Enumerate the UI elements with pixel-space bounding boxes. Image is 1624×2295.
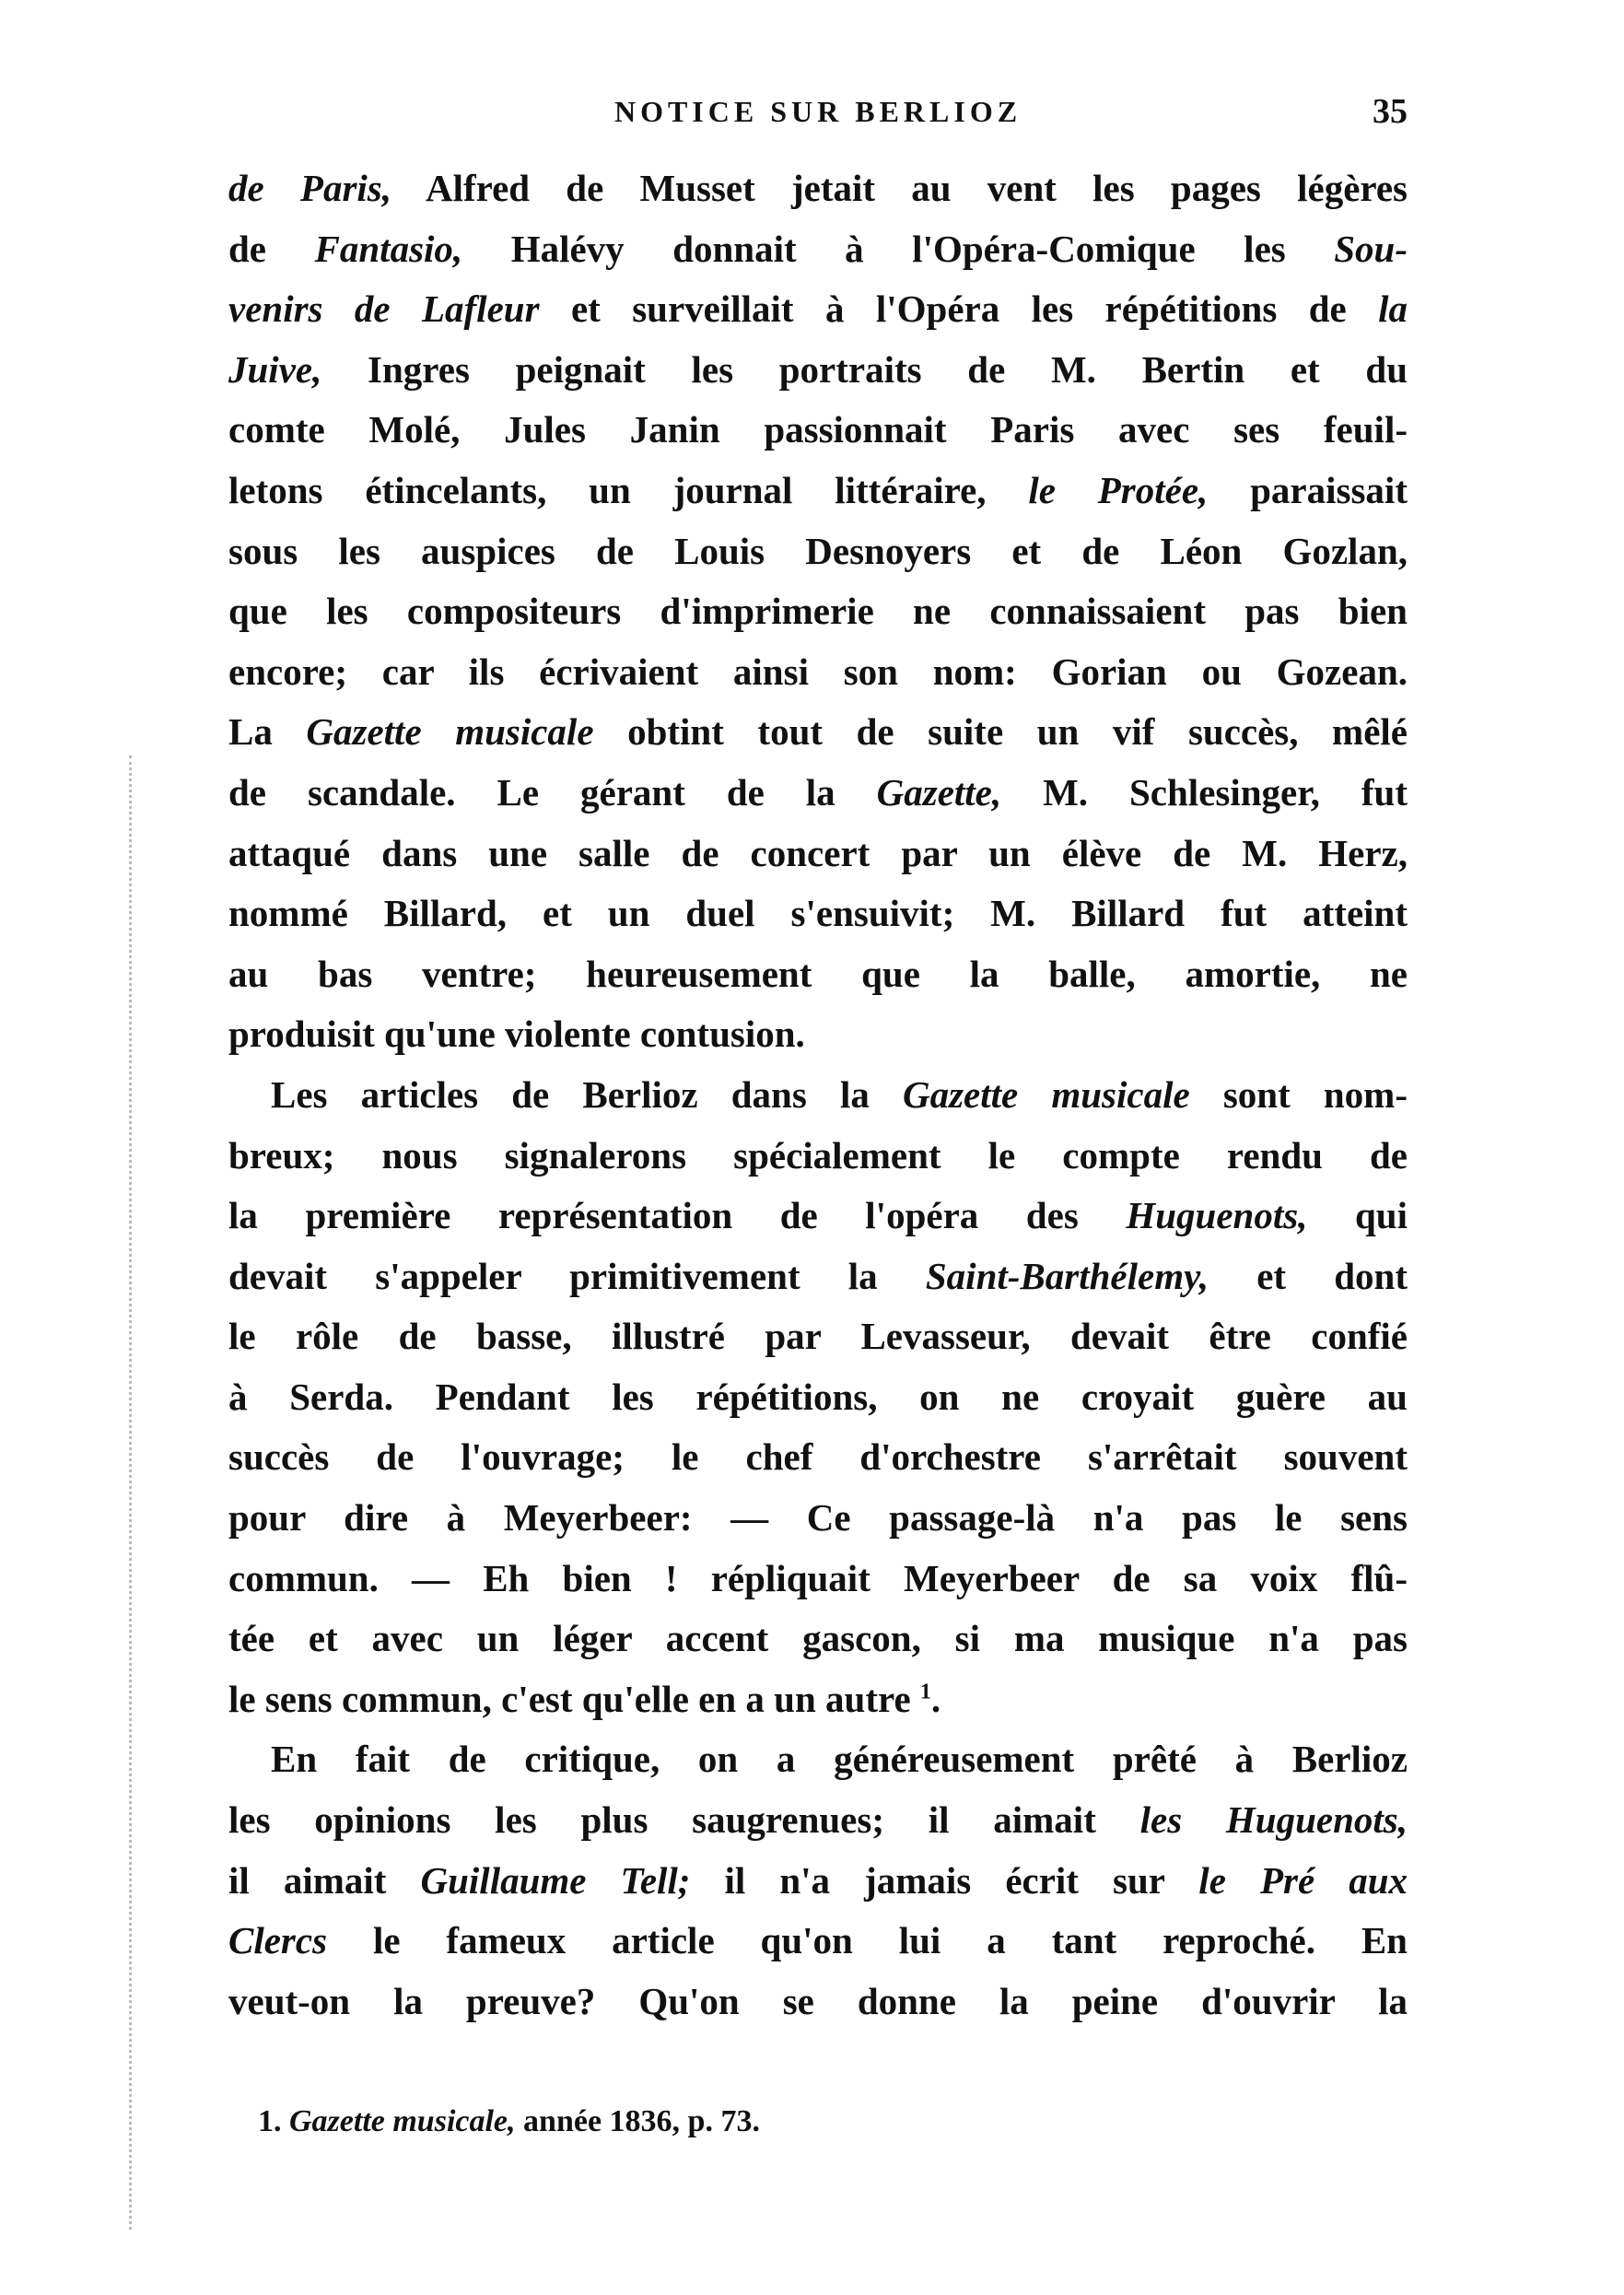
text-segment: il aimait xyxy=(228,1858,421,1902)
text-segment: succès de l'ouvrage; le chef d'orchestre s'arrêtait souvent xyxy=(228,1435,1408,1479)
text-segment: à Serda. Pendant les répétitions, on ne croyait guère au xyxy=(228,1375,1408,1418)
body-text xyxy=(228,158,1408,2032)
text-segment: commun. — Eh bien ! répliquait Meyerbeer de sa voix flû- xyxy=(228,1556,1408,1599)
text-line xyxy=(228,1972,1408,2032)
scan-margin-artifact xyxy=(129,755,132,2230)
text-line xyxy=(228,824,1408,884)
text-segment: En fait de critique, on a généreusement prêté à Berlioz xyxy=(271,1738,1408,1781)
italic-title: la xyxy=(1378,287,1408,331)
italic-title: les Huguenots, xyxy=(1139,1798,1408,1842)
text-line xyxy=(228,1065,1408,1126)
text-line xyxy=(228,1729,1408,1790)
text-line xyxy=(228,642,1408,703)
text-segment: le fameux article qu'on lui a tant reproché. En xyxy=(327,1919,1408,1962)
text-segment: M. Schlesinger, fut xyxy=(1001,770,1408,814)
italic-title: Guillaume Tell; xyxy=(420,1858,691,1902)
text-segment: et dont xyxy=(1209,1254,1408,1297)
running-title: NOTICE SUR BERLIOZ xyxy=(613,95,1022,128)
text-line xyxy=(228,158,1408,219)
text-segment: paraissait xyxy=(1208,468,1408,511)
italic-title: Gazette musicale xyxy=(306,710,594,754)
text-line xyxy=(228,1126,1408,1187)
footnote-title: Gazette musicale, xyxy=(289,2104,516,2138)
footnote-text: année 1836, p. 73. xyxy=(515,2104,760,2138)
text-segment: veut-on la preuve? Qu'on se donne la peine d'ouvrir la xyxy=(228,1979,1408,2022)
italic-title: Fantasio, xyxy=(314,227,463,270)
text-line xyxy=(228,1669,1408,1730)
text-segment: et surveillait à l'Opéra les répétitions de xyxy=(539,287,1379,331)
text-segment: nommé Billard, et un duel s'ensuivit; M. Billard fut atteint xyxy=(228,892,1408,935)
text-segment: il n'a jamais écrit sur xyxy=(690,1858,1199,1902)
running-header xyxy=(228,88,1408,135)
text-line xyxy=(228,944,1408,1005)
italic-title: Clercs xyxy=(228,1919,328,1962)
text-segment: Les articles de Berlioz dans la xyxy=(271,1072,903,1116)
text-line xyxy=(228,1427,1408,1488)
text-line xyxy=(228,400,1408,461)
text-line xyxy=(228,1306,1408,1367)
footnote xyxy=(258,2099,760,2145)
text-line xyxy=(228,461,1408,521)
text-segment: comte Molé, Jules Janin passionnait Paris avec ses feuil- xyxy=(228,408,1408,451)
text-segment: au bas ventre; heureusement que la balle, amortie, ne xyxy=(228,952,1408,995)
text-line xyxy=(228,1247,1408,1307)
text-segment: la première représentation de l'opéra des xyxy=(228,1194,1127,1237)
text-segment: attaqué dans une salle de concert par un élève de M. Herz, xyxy=(228,831,1408,874)
italic-title: le Pré aux xyxy=(1198,1858,1408,1902)
text-line xyxy=(228,581,1408,642)
footnote-number: 1. xyxy=(258,2104,282,2138)
text-line xyxy=(228,884,1408,944)
text-line xyxy=(228,1367,1408,1428)
page-number: 35 xyxy=(1373,92,1408,131)
footnote-reference: 1 xyxy=(919,1680,931,1704)
text-segment: tée et avec un léger accent gascon, si ma musique n'a pas xyxy=(228,1617,1408,1660)
text-line xyxy=(228,340,1408,401)
italic-title: Sou- xyxy=(1334,227,1408,270)
text-line xyxy=(228,702,1408,763)
text-segment: sous les auspices de Louis Desnoyers et de Léon Gozlan, xyxy=(228,529,1408,572)
text-line xyxy=(228,279,1408,340)
text-segment: Halévy donnait à l'Opéra-Comique les xyxy=(462,227,1335,270)
italic-title: le Protée, xyxy=(1028,468,1209,511)
italic-title: venirs de Lafleur xyxy=(228,287,540,331)
text-segment: le sens commun, c'est qu'elle en a un autre xyxy=(228,1677,920,1720)
text-segment: de xyxy=(228,227,315,270)
italic-title: Gazette musicale xyxy=(902,1072,1190,1116)
text-segment: obtint tout de suite un vif succès, mêlé xyxy=(593,710,1408,754)
italic-title: Saint-Barthélemy, xyxy=(925,1254,1209,1297)
text-line xyxy=(228,763,1408,824)
text-segment: encore; car ils écrivaient ainsi son nom: Gorian ou Gozean. xyxy=(228,650,1408,693)
text-segment: La xyxy=(228,710,307,754)
text-line xyxy=(228,1911,1408,1972)
italic-title: de Paris, xyxy=(228,167,392,209)
text-segment: sont nom- xyxy=(1189,1072,1408,1116)
text-line xyxy=(228,219,1408,280)
text-segment: les opinions les plus saugrenues; il aimait xyxy=(228,1798,1140,1842)
text-segment: Ingres peignait les portraits de M. Bertin et du xyxy=(321,347,1408,391)
text-segment: letons étincelants, un journal littéraire, xyxy=(228,468,1029,511)
text-line xyxy=(228,1790,1408,1851)
italic-title: Juive, xyxy=(228,347,322,391)
text-segment: Alfred de Musset jetait au vent les pages légères xyxy=(391,167,1408,209)
text-segment: . xyxy=(930,1677,941,1720)
text-segment: pour dire à Meyerbeer: — Ce passage-là n'a pas le sens xyxy=(228,1496,1408,1540)
text-segment: breux; nous signalerons spécialement le compte rendu de xyxy=(228,1133,1408,1177)
text-line xyxy=(228,1004,1408,1065)
italic-title: Huguenots, xyxy=(1126,1194,1308,1237)
text-line xyxy=(228,1851,1408,1912)
text-segment: devait s'appeler primitivement la xyxy=(228,1254,926,1297)
text-segment: qui xyxy=(1307,1194,1408,1237)
text-segment: que les compositeurs d'imprimerie ne connaissaient pas bien xyxy=(228,590,1408,633)
text-segment: produisit qu'une violente contusion. xyxy=(228,1013,805,1056)
text-line xyxy=(228,1488,1408,1549)
text-line xyxy=(228,1549,1408,1610)
text-line xyxy=(228,1186,1408,1247)
italic-title: Gazette, xyxy=(876,770,1002,814)
text-line xyxy=(228,521,1408,582)
text-segment: le rôle de basse, illustré par Levasseur, devait être confié xyxy=(228,1315,1408,1358)
text-segment: de scandale. Le gérant de la xyxy=(228,770,877,814)
text-line xyxy=(228,1609,1408,1669)
